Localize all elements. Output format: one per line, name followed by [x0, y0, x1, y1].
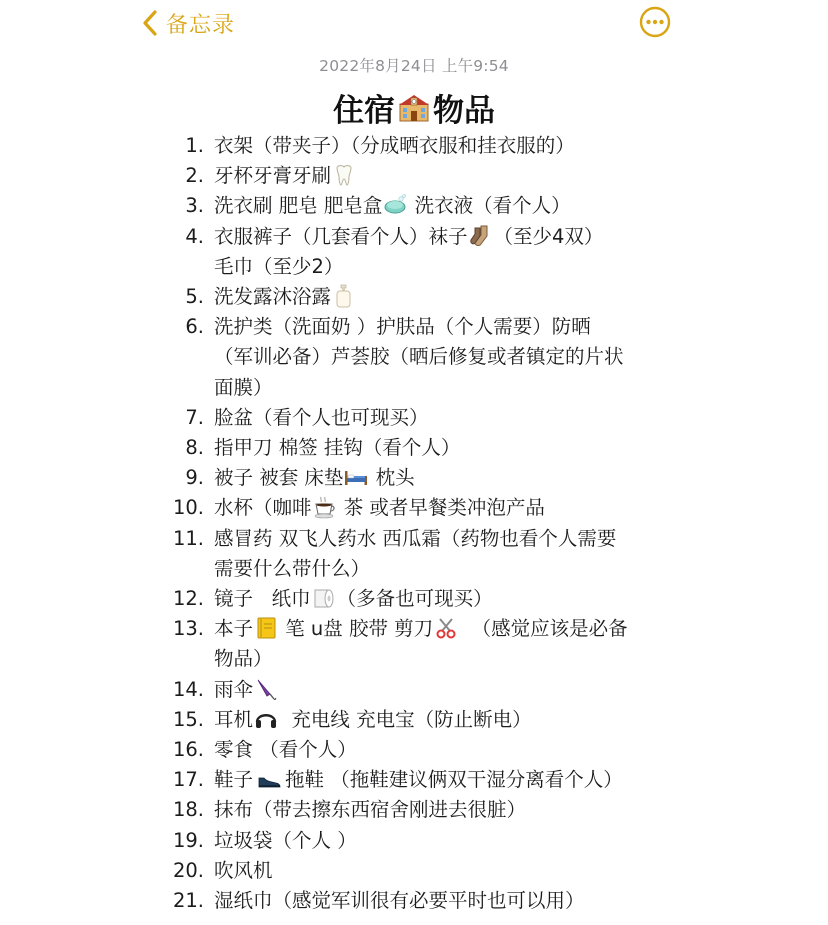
item-line: （至少4双） — [493, 224, 604, 248]
item-line: 充电线 充电宝（防止断电） — [279, 707, 532, 731]
item-line: 脸盆（看个人也可现买） — [214, 405, 429, 429]
item-text — [214, 675, 669, 705]
list-item-21 — [0, 886, 828, 916]
back-button[interactable] — [140, 6, 235, 40]
item-line: 洗衣刷 肥皂 肥皂盒 — [214, 194, 383, 218]
tooth-icon — [332, 163, 356, 187]
item-line: 面膜） — [214, 375, 273, 399]
item-line: 洗护类（洗面奶 ）护肤品（个人需要）防晒 — [214, 315, 591, 339]
item-text — [214, 463, 669, 493]
tissue-roll-icon — [312, 586, 336, 610]
item-line: 垃圾袋（个人 ） — [214, 828, 357, 852]
item-line: 枕头 — [369, 466, 415, 490]
item-line: 抹布（带去擦东西宿舍刚进去很脏） — [214, 798, 527, 822]
item-number: 16. — [172, 738, 204, 762]
title-text-1: 住宿 — [333, 92, 395, 129]
item-number: 21. — [172, 889, 204, 913]
item-line: 镜子 纸巾 — [214, 587, 311, 611]
item-text — [214, 161, 669, 191]
item-number: 1. — [185, 134, 204, 157]
list-item-3 — [0, 191, 828, 221]
item-line: 茶 或者早餐类冲泡产品 — [337, 496, 545, 520]
item-text — [214, 524, 669, 584]
item-line: （感觉应该是必备 — [459, 617, 628, 641]
list-item-2 — [0, 161, 828, 191]
item-line: 吹风机 — [214, 858, 273, 882]
item-number: 8. — [185, 436, 204, 460]
item-line: 牙杯牙膏牙刷 — [214, 164, 332, 188]
lotion-bottle-icon — [332, 284, 356, 308]
item-number: 15. — [172, 707, 204, 731]
item-line: （军训必备）芦荟胶（晒后修复或者镇定的片状 — [214, 345, 624, 369]
item-number: 7. — [185, 405, 204, 429]
title-text-2: 物品 — [433, 92, 495, 129]
item-text — [214, 856, 669, 886]
list-item-9 — [0, 463, 828, 493]
navigation-bar — [0, 0, 828, 48]
list-item-20 — [0, 856, 828, 886]
item-line: 被子 被套 床垫 — [214, 466, 344, 490]
list-item-15 — [0, 705, 828, 735]
item-number: 3. — [185, 194, 204, 218]
list-item-1 — [0, 131, 828, 161]
item-number: 11. — [172, 526, 204, 550]
coffee-icon — [313, 495, 337, 519]
item-text — [214, 826, 669, 856]
item-text — [214, 312, 669, 403]
item-number: 6. — [185, 315, 204, 339]
headphones-icon — [254, 707, 278, 731]
list-item-10 — [0, 493, 828, 523]
item-text — [214, 705, 669, 735]
item-number: 17. — [172, 768, 204, 792]
back-label: 备忘录 — [166, 12, 236, 38]
note-timestamp: 2022年8月24日 上午9:54 — [319, 57, 509, 75]
item-text — [214, 584, 669, 614]
item-number: 18. — [172, 798, 204, 822]
item-number: 19. — [172, 828, 204, 852]
item-line: 水杯（咖啡 — [214, 496, 312, 520]
item-text — [214, 131, 669, 161]
item-text — [214, 735, 669, 765]
list-item-12 — [0, 584, 828, 614]
list-item-13 — [0, 614, 828, 674]
item-number: 12. — [172, 587, 204, 611]
note-title[interactable] — [0, 84, 828, 130]
item-line: 本子 — [214, 617, 254, 641]
umbrella-icon — [254, 677, 278, 701]
item-line: 指甲刀 棉签 挂钩（看个人） — [214, 436, 461, 460]
item-text — [214, 493, 669, 523]
item-line: 鞋子 — [214, 768, 254, 792]
item-line: 雨伞 — [214, 677, 254, 701]
item-line: 需要什么带什么） — [214, 556, 371, 580]
school-building-icon — [397, 90, 431, 124]
chevron-left-icon — [140, 9, 160, 37]
item-number: 10. — [172, 496, 204, 520]
list-item-6 — [0, 312, 828, 403]
socks-icon — [469, 224, 493, 248]
list-item-14 — [0, 675, 828, 705]
note-list[interactable] — [0, 131, 828, 916]
item-text — [214, 191, 669, 221]
item-number: 14. — [172, 677, 204, 701]
list-item-8 — [0, 433, 828, 463]
item-number: 13. — [172, 617, 204, 641]
item-line: 感冒药 双飞人药水 西瓜霜（药物也看个人需要 — [214, 526, 617, 550]
bed-icon — [344, 465, 368, 489]
item-line: 衣服裤子（几套看个人）袜子 — [214, 224, 468, 248]
item-text — [214, 403, 669, 433]
item-text — [214, 765, 669, 795]
item-text — [214, 222, 669, 282]
list-item-4 — [0, 222, 828, 282]
item-text — [214, 614, 669, 674]
item-number: 4. — [185, 224, 204, 248]
item-text — [214, 886, 669, 916]
list-item-16 — [0, 735, 828, 765]
shoe-icon — [254, 767, 284, 791]
item-text — [214, 433, 669, 463]
list-item-18 — [0, 795, 828, 825]
ellipsis-circle-icon[interactable] — [639, 6, 671, 38]
item-line: 毛巾（至少2） — [214, 254, 344, 278]
notebook-icon — [254, 616, 278, 640]
item-line: 湿纸巾（感觉军训很有必要平时也可以用） — [214, 889, 585, 913]
item-line: 衣架（带夹子）（分成晒衣服和挂衣服的） — [214, 134, 575, 157]
item-line: 笔 u盘 胶带 剪刀 — [279, 617, 434, 641]
scissors-icon — [434, 616, 458, 640]
item-line: 零食 （看个人） — [214, 738, 357, 762]
item-line: 耳机 — [214, 707, 254, 731]
list-item-17 — [0, 765, 828, 795]
soap-icon — [383, 193, 407, 217]
list-item-7 — [0, 403, 828, 433]
item-line: 物品） — [214, 647, 273, 671]
list-item-11 — [0, 524, 828, 584]
list-item-5 — [0, 282, 828, 312]
item-line: 洗发露沐浴露 — [214, 285, 332, 309]
item-line: 洗衣液（看个人） — [408, 194, 571, 218]
list-item-19 — [0, 826, 828, 856]
item-line: （多备也可现买） — [336, 587, 493, 611]
item-number: 5. — [185, 285, 204, 309]
item-line: 拖鞋 （拖鞋建议俩双干湿分离看个人） — [285, 768, 623, 792]
item-text — [214, 795, 669, 825]
item-number: 20. — [172, 858, 204, 882]
item-number: 2. — [185, 164, 204, 188]
item-text — [214, 282, 669, 312]
item-number: 9. — [185, 466, 204, 490]
